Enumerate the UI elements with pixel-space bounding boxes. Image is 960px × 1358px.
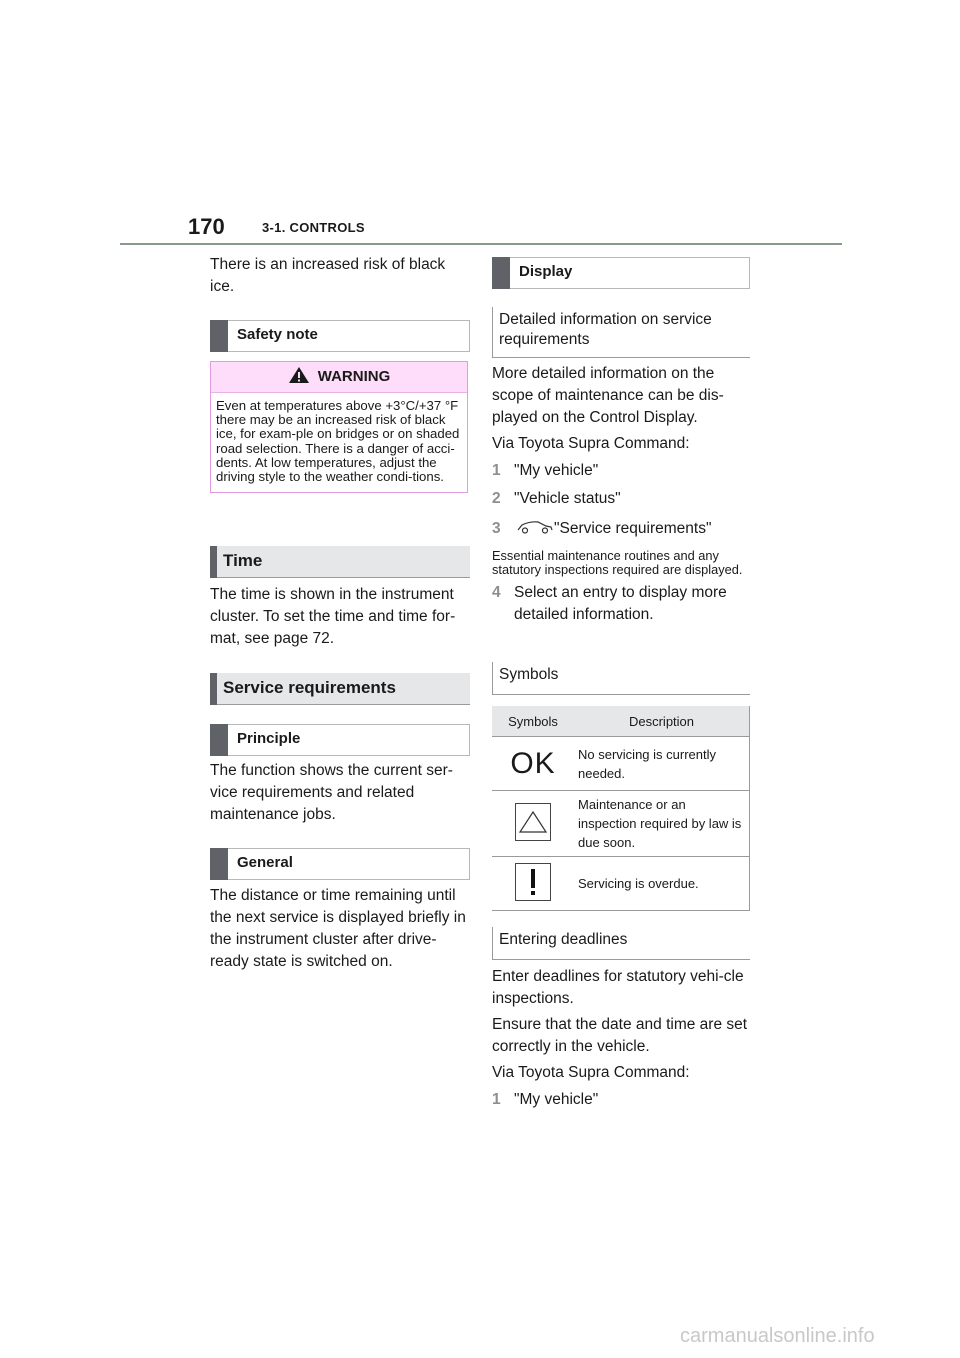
time-text: The time is shown in the instrument cluster. To set the time and time for-mat, see page 72. <box>210 586 456 647</box>
page-number: 170 <box>188 214 225 239</box>
watermark: carmanualsonline.info <box>680 1325 875 1347</box>
list-item: 1 "My vehicle" <box>492 462 599 479</box>
via-text: Via Toyota Supra Command: <box>492 435 690 452</box>
table-row <box>492 857 750 911</box>
detail-subheading <box>492 307 750 357</box>
intro-text: There is an increased risk of black ice. <box>210 256 446 295</box>
ok-icon: OK <box>510 746 556 780</box>
principle-title: Principle <box>237 730 301 747</box>
principle-heading <box>210 724 470 756</box>
warning-triangle-icon <box>288 366 310 384</box>
via-text-2: Via Toyota Supra Command: <box>492 1064 690 1081</box>
time-heading <box>210 546 470 578</box>
list-item: 2 "Vehicle status" <box>492 490 621 507</box>
steps-list <box>492 460 750 540</box>
list-item: 4 Select an entry to display more detailed information. <box>492 584 727 623</box>
table-cell: Servicing is overdue. <box>574 857 750 911</box>
deadlines-title: Entering deadlines <box>499 931 628 948</box>
principle-text: The function shows the current ser-vice requirements and related maintenance jobs. <box>210 762 453 823</box>
detail-text: More detailed information on the scope of maintenance can be dis-played on the Control Display. <box>492 365 724 426</box>
table-cell: Maintenance or an inspection required by law is due soon. <box>574 791 750 857</box>
safety-note-heading <box>210 320 470 352</box>
safety-note-title: Safety note <box>237 326 318 343</box>
header-rule <box>120 243 842 245</box>
table-row <box>492 737 750 791</box>
service-heading <box>210 673 470 705</box>
symbols-subheading <box>492 662 750 694</box>
display-heading <box>492 257 750 289</box>
note-text: Essential maintenance routines and any statutory inspections required are displayed. <box>492 548 743 577</box>
warning-text: Even at temperatures above +3°C/+37 °F there may be an increased risk of black ice, for exam-ple on bridges or on shaded road selection. There is a danger of acci-dents. At low temperatures, adjust the driving style to the weather condi-tions. <box>216 398 460 485</box>
warning-box <box>210 361 468 493</box>
symbols-title: Symbols <box>499 666 559 683</box>
chapter-title: 3-1. CONTROLS <box>262 220 365 235</box>
triangle-icon <box>515 803 551 841</box>
left-column <box>210 254 470 298</box>
time-title: Time <box>223 551 263 570</box>
list-item: 1 "My vehicle" <box>492 1091 599 1108</box>
ensure-text: Ensure that the date and time are set correctly in the vehicle. <box>492 1016 748 1055</box>
symbols-table <box>492 706 750 911</box>
table-header-symbols: Symbols <box>492 706 574 737</box>
service-title: Service requirements <box>223 678 396 697</box>
detail-title: Detailed information on service requirements <box>499 311 712 348</box>
exclamation-icon <box>515 863 551 901</box>
list-item: 3 "Service requirements" <box>492 520 712 537</box>
general-text: The distance or time remaining until the next service is displayed briefly in the instrument cluster after drive-ready state is switched on. <box>210 887 466 970</box>
warning-label: WARNING <box>317 368 391 385</box>
display-title: Display <box>519 263 573 280</box>
table-header-description: Description <box>574 706 750 737</box>
car-icon <box>516 520 554 534</box>
deadlines-subheading <box>492 927 750 959</box>
table-cell: No servicing is currently needed. <box>574 737 750 791</box>
general-title: General <box>237 854 293 871</box>
general-heading <box>210 848 470 880</box>
deadlines-text: Enter deadlines for statutory vehi-cle inspections. <box>492 968 744 1007</box>
table-row <box>492 791 750 857</box>
